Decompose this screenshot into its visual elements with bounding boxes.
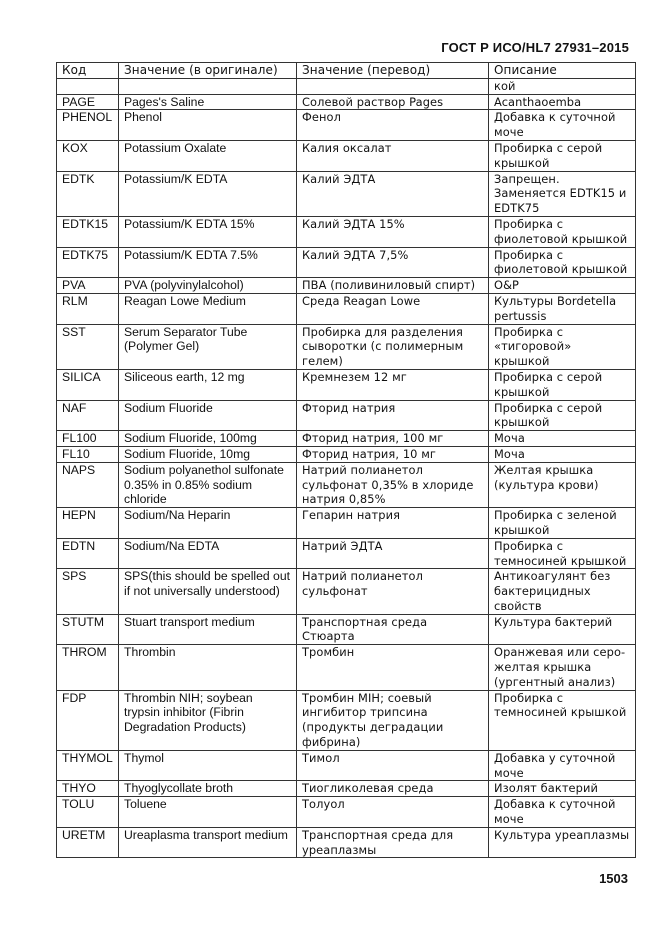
cell-code: STUTM [57,614,119,645]
cell-translation: Гепарин натрия [297,508,489,539]
cell-description: Оранжевая или серо-желтая крышка (ургентный анализ) [489,645,636,690]
cell-translation: Тимол [297,750,489,781]
table-row [57,171,636,216]
table-row [57,797,636,828]
page-number: 1503 [599,871,628,886]
cell-translation: Калий ЭДТА 15% [297,216,489,247]
cell-code: FL100 [57,431,119,447]
cell-translation: Пробирка для разделения сыворотки (с полимерным гелем) [297,324,489,369]
cell-code: SILICA [57,369,119,400]
cell-original [119,78,297,94]
cell-code: FL10 [57,446,119,462]
table-row [57,462,636,507]
cell-original: Serum Separator Tube (Polymer Gel) [119,324,297,369]
cell-description: Культура уреаплазмы [489,827,636,858]
cell-description: Acanthaoemba [489,94,636,110]
table-row [57,614,636,645]
cell-code: NAPS [57,462,119,507]
cell-translation: Калия оксалат [297,140,489,171]
cell-translation: Кремнезем 12 мг [297,369,489,400]
cell-description: Пробирка с серой крышкой [489,140,636,171]
cell-code: SST [57,324,119,369]
table-row [57,569,636,614]
cell-original: Sodium polyanethol sulfonate 0.35% in 0.85% sodium chloride [119,462,297,507]
table-row [57,94,636,110]
table-row [57,645,636,690]
column-header-code: Код [57,63,119,79]
cell-description: Культура бактерий [489,614,636,645]
cell-translation: Натрий полианетол сульфонат [297,569,489,614]
cell-original: Ureaplasma transport medium [119,827,297,858]
cell-code: EDTN [57,538,119,569]
cell-translation: Среда Reagan Lowe [297,293,489,324]
cell-description: Добавка к суточной моче [489,110,636,141]
cell-code: THYMOL [57,750,119,781]
cell-original: Potassium/K EDTA [119,171,297,216]
cell-translation: Фторид натрия [297,400,489,431]
cell-code: EDTK [57,171,119,216]
cell-translation: Толуол [297,797,489,828]
cell-description: Добавка у суточной моче [489,750,636,781]
table-row [57,538,636,569]
cell-translation: Фенол [297,110,489,141]
table-row [57,293,636,324]
cell-original: Toluene [119,797,297,828]
cell-translation [297,78,489,94]
cell-original: Potassium Oxalate [119,140,297,171]
cell-description: Добавка к суточной моче [489,797,636,828]
cell-translation: Натрий полианетол сульфонат 0,35% в хлориде натрия 0,85% [297,462,489,507]
cell-description: Пробирка с серой крышкой [489,400,636,431]
table-row [57,431,636,447]
cell-description: Моча [489,446,636,462]
cell-code: PAGE [57,94,119,110]
cell-description: Пробирка с «тигоровой» крышкой [489,324,636,369]
cell-description: Запрещен. Заменяется EDTK15 и EDTK75 [489,171,636,216]
table-row [57,400,636,431]
table-row [57,110,636,141]
cell-original: Sodium Fluoride, 100mg [119,431,297,447]
cell-original: Potassium/K EDTA 7.5% [119,247,297,278]
cell-description: Моча [489,431,636,447]
table-row [57,827,636,858]
cell-code: PHENOL [57,110,119,141]
cell-translation: Фторид натрия, 100 мг [297,431,489,447]
cell-original: Stuart transport medium [119,614,297,645]
cell-translation: Фторид натрия, 10 мг [297,446,489,462]
cell-description: Пробирка с серой крышкой [489,369,636,400]
cell-code: URETM [57,827,119,858]
cell-original: Phenol [119,110,297,141]
table-row [57,750,636,781]
cell-original: Sodium/Na EDTA [119,538,297,569]
cell-original: Reagan Lowe Medium [119,293,297,324]
table-row [57,369,636,400]
table-row [57,324,636,369]
document-header: ГОСТ Р ИСО/HL7 27931–2015 [441,40,629,55]
cell-code: EDTK15 [57,216,119,247]
cell-translation: Натрий ЭДТА [297,538,489,569]
cell-description: Пробирка с темносиней крышкой [489,690,636,750]
cell-translation: Калий ЭДТА [297,171,489,216]
cell-original: Pages's Saline [119,94,297,110]
cell-original: Thrombin [119,645,297,690]
cell-code: RLM [57,293,119,324]
cell-original: Sodium Fluoride, 10mg [119,446,297,462]
cell-original: Thymol [119,750,297,781]
cell-description: кой [489,78,636,94]
cell-translation: Тромбин [297,645,489,690]
cell-original: Thrombin NIH; soybean trypsin inhibitor (Fibrin Degradation Products) [119,690,297,750]
table-row [57,278,636,294]
cell-code: TOLU [57,797,119,828]
table-row [57,781,636,797]
cell-description: Желтая крышка (культура крови) [489,462,636,507]
table-row [57,508,636,539]
cell-translation: Транспортная среда Стюарта [297,614,489,645]
cell-description: Культуры Bordetella pertussis [489,293,636,324]
cell-original: PVA (polyvinylalcohol) [119,278,297,294]
column-header-translation: Значение (перевод) [297,63,489,79]
cell-code: SPS [57,569,119,614]
cell-code: EDTK75 [57,247,119,278]
cell-translation: Тиогликолевая среда [297,781,489,797]
cell-code: HEPN [57,508,119,539]
cell-code: KOX [57,140,119,171]
cell-translation: ПВА (поливиниловый спирт) [297,278,489,294]
cell-original: Sodium Fluoride [119,400,297,431]
cell-original: Potassium/K EDTA 15% [119,216,297,247]
cell-code [57,78,119,94]
table-row [57,140,636,171]
cell-translation: Транспортная среда для уреаплазмы [297,827,489,858]
cell-description: Пробирка с фиолетовой крышкой [489,247,636,278]
cell-original: Siliceous earth, 12 mg [119,369,297,400]
cell-code: NAF [57,400,119,431]
codes-table [56,62,636,858]
table-row [57,78,636,94]
column-header-original: Значение (в оригинале) [119,63,297,79]
cell-translation: Солевой раствор Pages [297,94,489,110]
cell-code: THROM [57,645,119,690]
cell-description: Пробирка с зеленой крышкой [489,508,636,539]
table-row [57,247,636,278]
table-row [57,690,636,750]
cell-description: Пробирка с фиолетовой крышкой [489,216,636,247]
cell-translation: Калий ЭДТА 7,5% [297,247,489,278]
table-row [57,446,636,462]
table-header-row [57,63,636,79]
cell-original: Thyoglycollate broth [119,781,297,797]
cell-code: THYO [57,781,119,797]
cell-translation: Тромбин MIH; соевый ингибитор трипсина (продукты деградации фибрина) [297,690,489,750]
cell-description: Пробирка с темносиней крышкой [489,538,636,569]
cell-description: Антикоагулянт без бактерицидных свойств [489,569,636,614]
cell-original: Sodium/Na Heparin [119,508,297,539]
cell-description: Изолят бактерий [489,781,636,797]
column-header-description: Описание [489,63,636,79]
cell-code: FDP [57,690,119,750]
cell-code: PVA [57,278,119,294]
table-row [57,216,636,247]
cell-description: O&P [489,278,636,294]
cell-original: SPS(this should be spelled out if not universally understood) [119,569,297,614]
